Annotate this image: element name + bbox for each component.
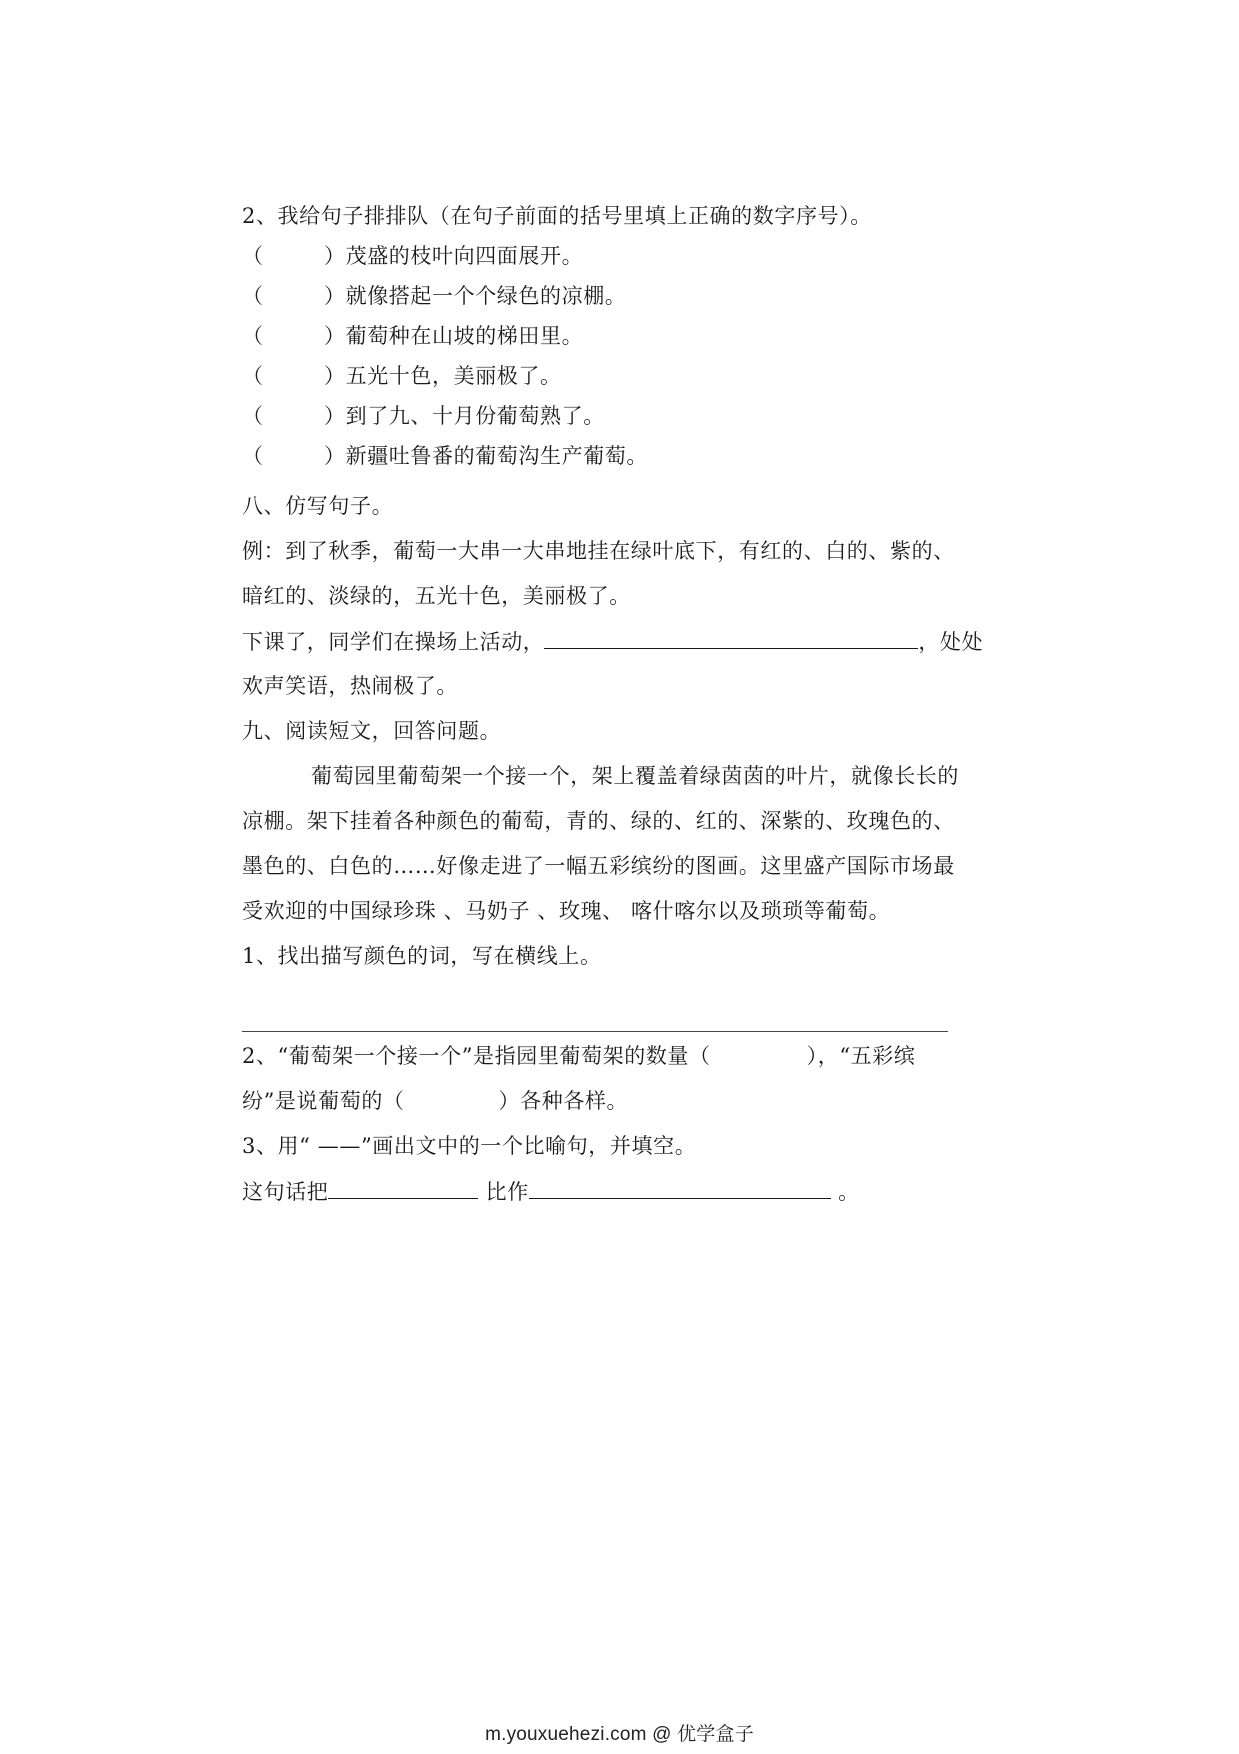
- item-close-paren: ）: [324, 324, 346, 348]
- exercise-blank[interactable]: [544, 626, 918, 649]
- exercise-prefix: 下课了，同学们在操场上活动，: [242, 630, 545, 654]
- fill-blank-object[interactable]: [529, 1176, 831, 1199]
- item-close-paren: ）: [324, 244, 346, 268]
- passage-line: 葡萄园里葡萄架一个接一个，架上覆盖着绿茵茵的叶片，就像长长的: [311, 764, 959, 788]
- fill-blank-subject[interactable]: [328, 1176, 478, 1199]
- fill-text-b: 比作: [478, 1180, 529, 1204]
- q1-answer-line[interactable]: [242, 1031, 948, 1032]
- item-open-paren: （: [242, 404, 264, 428]
- section8-example-line: 例：到了秋季，葡萄一大串一大串地挂在绿叶底下，有红的、白的、紫的、: [242, 539, 955, 563]
- q2-item: [242, 321, 583, 351]
- section9-title: 九、阅读短文，回答问题。: [242, 719, 502, 743]
- q2-item: [242, 441, 648, 471]
- q2-text-d: ）各种各样。: [498, 1089, 629, 1113]
- item-text: 到了九、十月份葡萄熟了。: [345, 404, 605, 428]
- item-text: 茂盛的枝叶向四面展开。: [345, 244, 584, 268]
- item-text: 葡萄种在山坡的梯田里。: [345, 324, 584, 348]
- passage-line: 受欢迎的中国绿珍珠 、马奶子 、玫瑰、 喀什喀尔以及琐琐等葡萄。: [242, 899, 891, 923]
- item-close-paren: ）: [324, 284, 346, 308]
- section8-exercise: [242, 626, 983, 657]
- item-open-paren: （: [242, 244, 264, 268]
- item-close-paren: ）: [324, 364, 346, 388]
- section9-q3: 3、用“ ——”画出文中的一个比喻句，并填空。: [242, 1134, 697, 1158]
- item-open-paren: （: [242, 444, 264, 468]
- fill-text-c: 。: [830, 1180, 860, 1204]
- section9-q1: 1、找出描写颜色的词，写在横线上。: [242, 944, 602, 968]
- item-text: 五光十色，美丽极了。: [345, 364, 562, 388]
- q2-title: 2、我给句子排排队（在句子前面的括号里填上正确的数字序号）。: [242, 204, 872, 228]
- item-close-paren: ）: [324, 444, 346, 468]
- q2-item: [242, 281, 626, 311]
- footer-watermark: m.youxuehezi.com @ 优学盒子: [485, 1724, 754, 1745]
- section8-example-line: 暗红的、淡绿的，五光十色，美丽极了。: [242, 584, 631, 608]
- section9-q2-line2: [242, 1086, 628, 1116]
- q2-text-b: ），“五彩缤: [806, 1044, 916, 1068]
- q2-item: [242, 401, 605, 431]
- section8-exercise-line2: 欢声笑语，热闹极了。: [242, 674, 458, 698]
- q2-item: [242, 361, 562, 391]
- q2-text-c: 纷”是说葡萄的（: [242, 1089, 405, 1113]
- item-open-paren: （: [242, 284, 264, 308]
- section9-q2-line1: [242, 1041, 915, 1071]
- section8-title: 八、仿写句子。: [242, 494, 394, 518]
- item-close-paren: ）: [324, 404, 346, 428]
- q2-text-a: 2、“葡萄架一个接一个”是指园里葡萄架的数量（: [242, 1044, 711, 1068]
- q2-item: [242, 241, 583, 271]
- item-open-paren: （: [242, 324, 264, 348]
- item-text: 新疆吐鲁番的葡萄沟生产葡萄。: [345, 444, 649, 468]
- item-text: 就像搭起一个个绿色的凉棚。: [345, 284, 627, 308]
- exercise-suffix: ，处处: [918, 630, 984, 654]
- passage-line: 墨色的、白色的……好像走进了一幅五彩缤纷的图画。这里盛产国际市场最: [242, 854, 955, 878]
- item-open-paren: （: [242, 364, 264, 388]
- fill-text-a: 这句话把: [242, 1180, 329, 1204]
- passage-line: 凉棚。架下挂着各种颜色的葡萄，青的、绿的、红的、深紫的、玫瑰色的、: [242, 809, 955, 833]
- section9-fill: [242, 1176, 860, 1207]
